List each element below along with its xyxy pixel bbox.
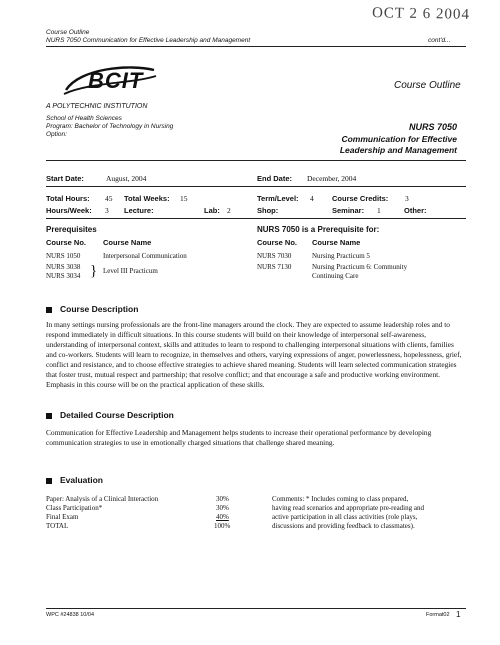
prereq-for-row2-name-a: Nursing Practicum 6: Community bbox=[312, 263, 408, 271]
seminar-value: 1 bbox=[377, 206, 381, 215]
header-course: NURS 7050 Communication for Effective Leadership and Management bbox=[46, 37, 251, 44]
prerequisites-heading: Prerequisites bbox=[46, 225, 97, 234]
prereq-for-row1-name: Nursing Practicum 5 bbox=[312, 252, 370, 260]
end-date-label: End Date: bbox=[257, 174, 293, 183]
detailed-description-heading bbox=[46, 410, 174, 420]
hours-week-label: Hours/Week: bbox=[46, 206, 92, 215]
section-bullet-icon bbox=[46, 478, 52, 484]
term-level-label: Term/Level: bbox=[257, 194, 299, 203]
option-label: Option: bbox=[46, 131, 67, 138]
lecture-label: Lecture: bbox=[124, 206, 154, 215]
lab-label: Lab: bbox=[204, 206, 220, 215]
bcit-logo bbox=[60, 60, 160, 100]
evaluation-item-value: 30% bbox=[216, 504, 229, 512]
evaluation-total-label: TOTAL bbox=[46, 522, 69, 530]
program-name: Program: Bachelor of Technology in Nursing bbox=[46, 123, 174, 130]
course-code: NURS 7050 bbox=[408, 122, 457, 132]
term-level-value: 4 bbox=[310, 194, 314, 203]
prereq-for-row2-no: NURS 7130 bbox=[257, 263, 292, 271]
bcit-logo-text: BCIT bbox=[88, 68, 144, 93]
footer-rule bbox=[46, 608, 466, 609]
course-description-heading bbox=[46, 304, 138, 314]
end-date-value: December, 2004 bbox=[307, 174, 357, 183]
dates-rule bbox=[46, 186, 466, 187]
prereq-row2-name: Level III Practicum bbox=[103, 267, 158, 275]
section-bullet-icon bbox=[46, 307, 52, 313]
prereq-for-heading: NURS 7050 is a Prerequisite for: bbox=[257, 225, 380, 234]
course-credits-label: Course Credits: bbox=[332, 194, 389, 203]
prereq-for-col-course-no: Course No. bbox=[257, 238, 298, 247]
total-weeks-label: Total Weeks: bbox=[124, 194, 170, 203]
prereq-row2-no-a: NURS 3038 bbox=[46, 263, 81, 271]
total-hours-value: 45 bbox=[105, 194, 113, 203]
prereq-for-row2-name-b: Continuing Care bbox=[312, 272, 359, 280]
top-block-rule bbox=[46, 160, 466, 161]
evaluation-item-label: Paper: Analysis of a Clinical Interaction bbox=[46, 495, 159, 503]
detailed-description-body: Communication for Effective Leadership and Management helps students to increase their operational performance by developing communication strategies to use in emotionally charged situations that challenge shared meaning. bbox=[46, 428, 432, 447]
section-bullet-icon bbox=[46, 413, 52, 419]
date-stamp: OCT 2 6 2004 bbox=[371, 5, 471, 23]
evaluation-total-value: 100% bbox=[214, 522, 231, 530]
evaluation-item-value: 40% bbox=[216, 513, 229, 521]
evaluation-item-label: Final Exam bbox=[46, 513, 79, 521]
evaluation-comments-line3: active participation in all class activities (role plays, bbox=[272, 513, 418, 521]
prereq-row1-no: NURS 1050 bbox=[46, 252, 81, 260]
header-contd: cont'd... bbox=[428, 37, 451, 44]
prereq-col-course-name: Course Name bbox=[103, 238, 152, 247]
footer-code: WPC #24838 10/04 bbox=[46, 612, 95, 618]
lab-value: 2 bbox=[227, 206, 231, 215]
page-number: 1 bbox=[456, 610, 461, 619]
header-rule bbox=[46, 46, 466, 47]
school-name: School of Health Sciences bbox=[46, 115, 122, 122]
prereq-row2-no-b: NURS 3034 bbox=[46, 272, 81, 280]
prereq-for-row1-no: NURS 7030 bbox=[257, 252, 292, 260]
start-date-label: Start Date: bbox=[46, 174, 84, 183]
header-title: Course Outline bbox=[46, 29, 90, 36]
evaluation-item-value: 30% bbox=[216, 495, 229, 503]
total-weeks-value: 15 bbox=[180, 194, 188, 203]
shop-label: Shop: bbox=[257, 206, 279, 215]
course-credits-value: 3 bbox=[405, 194, 409, 203]
hours-week-value: 3 bbox=[105, 206, 109, 215]
course-title-line1: Communication for Effective bbox=[341, 134, 457, 144]
prereq-col-course-no: Course No. bbox=[46, 238, 87, 247]
prereq-brace-icon: } bbox=[90, 263, 98, 279]
evaluation-heading-text: Evaluation bbox=[60, 475, 103, 485]
evaluation-comments-line1: Comments: * Includes coming to class prepared, bbox=[272, 495, 409, 503]
evaluation-heading bbox=[46, 475, 103, 485]
evaluation-item-label: Class Participation* bbox=[46, 504, 103, 512]
course-description-body: In many settings nursing professionals are the front-line managers around the clock. They are expected to assume leadership roles and to respond immediately in difficult situations. In this course students will build on their knowledge of interpersonal self-awareness, understanding of interpersonal context, skills and attitudes to learn to respond to challenging interpersonal situations with clients, families and co-workers. Students will learn to recognize, in themselves and others, varying expressions of anger, powerlessness, hopelessness, grief, conflict and resistance, and to choose effective strategies to achieve shared meaning. Students will learn selected communication strategies that foster trust, mutual respect and partnership; that resolve conflict; and that encourage a safe and productive working environment. Emphasis in this course will be on the practical application of these skills. bbox=[46, 320, 462, 389]
evaluation-comments-line2: having read scenarios and appropriate pre-reading and bbox=[272, 504, 424, 512]
seminar-label: Seminar: bbox=[332, 206, 365, 215]
prereq-for-col-course-name: Course Name bbox=[312, 238, 361, 247]
prereq-row1-name: Interpersonal Communication bbox=[103, 252, 187, 260]
detailed-description-heading-text: Detailed Course Description bbox=[60, 410, 174, 420]
logo-tagline: A POLYTECHNIC INSTITUTION bbox=[46, 103, 148, 110]
hours-rule bbox=[46, 218, 466, 219]
start-date-value: August, 2004 bbox=[106, 174, 147, 183]
course-description-heading-text: Course Description bbox=[60, 304, 139, 314]
other-label: Other: bbox=[404, 206, 427, 215]
outline-title: Course Outline bbox=[394, 80, 461, 91]
evaluation-comments-line4: discussions and providing feedback to classmates). bbox=[272, 522, 415, 530]
total-hours-label: Total Hours: bbox=[46, 194, 90, 203]
course-title-line2: Leadership and Management bbox=[339, 145, 457, 155]
footer-format: Format02 bbox=[426, 612, 450, 618]
